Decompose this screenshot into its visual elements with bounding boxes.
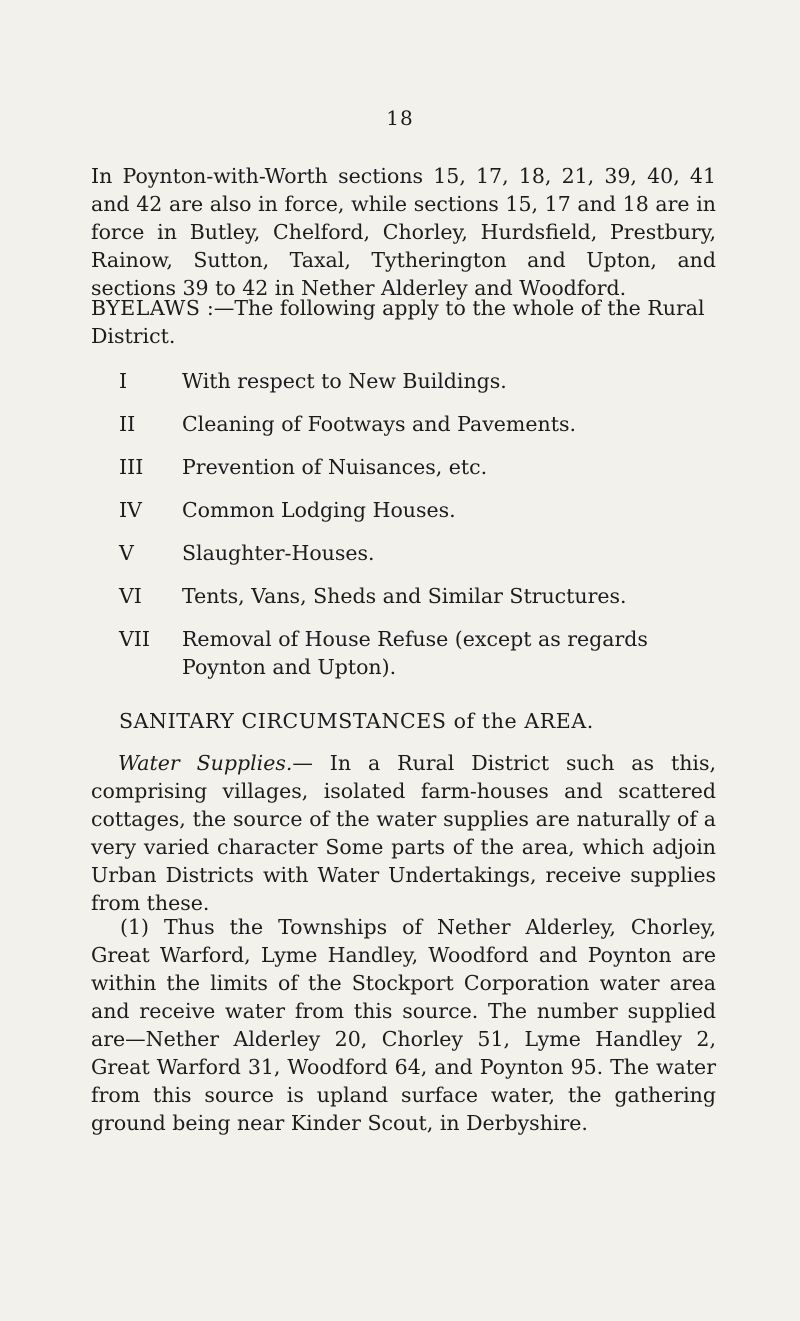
byelaw-text: Tents, Vans, Sheds and Similar Structures. bbox=[182, 584, 627, 608]
byelaw-item bbox=[119, 453, 719, 481]
byelaws-list bbox=[119, 367, 719, 681]
byelaw-numeral: V bbox=[119, 541, 134, 565]
byelaws-paragraph bbox=[91, 294, 716, 350]
water-supplies-text: — In a Rural District such as this, comprising villages, isolated farm-houses and scattered cottages, the source of the water supplies are naturally of a very varied character Some parts of the area, which adjoin Urban Districts with Water Undertakings, receive supplies from these. bbox=[91, 751, 716, 915]
byelaw-item bbox=[119, 496, 719, 524]
byelaw-item bbox=[119, 582, 719, 610]
water-supplies-label: Water Supplies. bbox=[118, 751, 293, 775]
byelaw-text: Common Lodging Houses. bbox=[182, 498, 456, 522]
byelaw-numeral: II bbox=[119, 412, 136, 436]
sanitary-heading: SANITARY CIRCUMSTANCES of the AREA. bbox=[119, 709, 594, 733]
byelaw-numeral: III bbox=[119, 455, 144, 479]
byelaw-numeral: VII bbox=[119, 627, 151, 651]
byelaw-text: Removal of House Refuse (except as regards Poynton and Upton). bbox=[182, 627, 648, 679]
byelaw-text: Cleaning of Footways and Pavements. bbox=[182, 412, 576, 436]
byelaw-numeral: IV bbox=[119, 498, 142, 522]
page-number: 18 bbox=[386, 106, 414, 130]
byelaw-numeral: I bbox=[119, 369, 128, 393]
byelaw-item bbox=[119, 410, 719, 438]
byelaw-text: Slaughter-Houses. bbox=[182, 541, 375, 565]
byelaws-intro: :—The following apply to the whole of the Rural District. bbox=[91, 296, 705, 348]
byelaw-item bbox=[119, 539, 719, 567]
stockport-supply-paragraph bbox=[91, 913, 716, 1137]
byelaw-text: Prevention of Nuisances, etc. bbox=[182, 455, 488, 479]
byelaw-item bbox=[119, 367, 719, 395]
byelaws-label: BYELAWS bbox=[91, 296, 201, 320]
byelaw-numeral: VI bbox=[119, 584, 142, 608]
byelaw-item bbox=[119, 625, 719, 681]
water-supplies-paragraph bbox=[91, 749, 716, 917]
stockport-supply-text: (1) Thus the Townships of Nether Alderley, Chorley, Great Warford, Lyme Handley, Woodford and Poynton are within the limits of the Stockport Corporation water area and receive water from this source. The number supplied are—Nether Alderley 20, Chorley 51, Lyme Handley 2, Great Warford 31, Woodford 64, and Poynton 95. The water from this source is upland surface water, the gathering ground being near Kinder Scout, in Derbyshire. bbox=[91, 915, 716, 1135]
sections-in-force-paragraph: In Poynton-with-Worth sections 15, 17, 18, 21, 39, 40, 41 and 42 are also in force, while sections 15, 17 and 18 are in force in Butley, Chelford, Chorley, Hurdsfield, Prestbury, Rainow, Sutton, Taxal, Tytherington and Upton, and sections 39 to 42 in Nether Alderley and Woodford. bbox=[91, 164, 716, 300]
byelaw-text: With respect to New Buildings. bbox=[182, 369, 507, 393]
